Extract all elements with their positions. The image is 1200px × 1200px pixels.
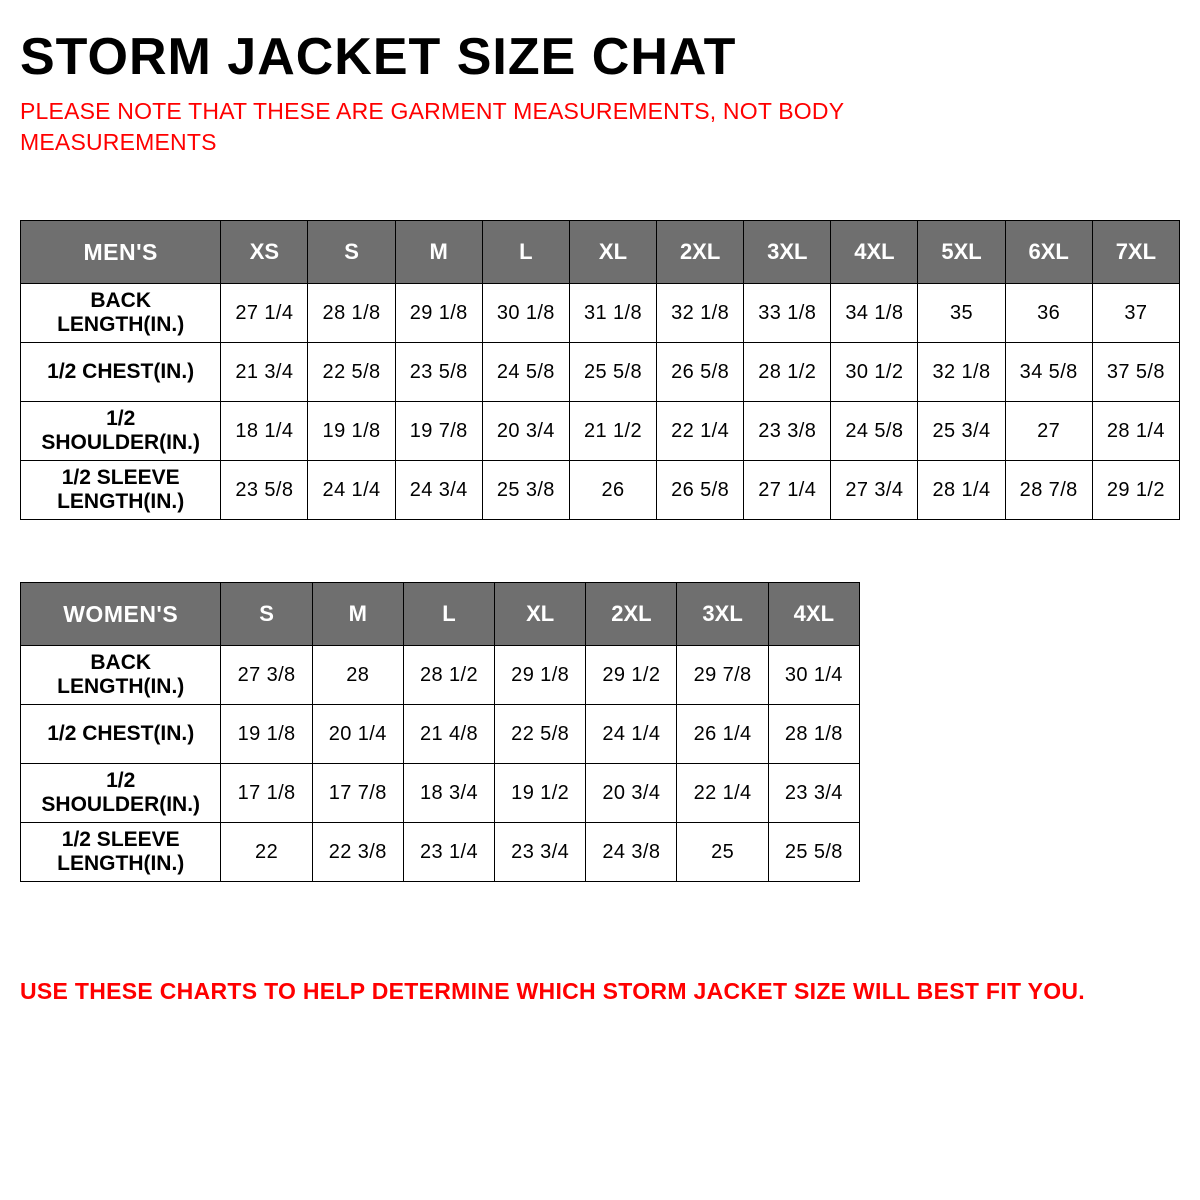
mens-size-header-5xl: 5XL	[918, 221, 1005, 284]
measurement-cell: 25 3/4	[918, 402, 1005, 461]
measurement-cell: 17 1/8	[221, 764, 312, 823]
measurement-cell: 28 1/4	[1092, 402, 1179, 461]
row-label-line1: BACK	[90, 288, 151, 312]
measurement-cell: 28 1/8	[308, 284, 395, 343]
measurement-cell: 24 1/4	[308, 461, 395, 520]
measurement-cell: 18 3/4	[403, 764, 494, 823]
measurement-cell: 31 1/8	[569, 284, 656, 343]
measurement-cell: 26 5/8	[657, 461, 744, 520]
womens-size-header-xl: XL	[495, 583, 586, 646]
measurement-cell: 21 4/8	[403, 705, 494, 764]
measurement-cell: 28 7/8	[1005, 461, 1092, 520]
mens-size-header-2xl: 2XL	[657, 221, 744, 284]
womens-row-label	[21, 764, 221, 823]
row-label-line2: LENGTH(IN.)	[57, 313, 185, 337]
mens-row-label	[21, 461, 221, 520]
mens-size-table	[20, 220, 1180, 520]
womens-table-body	[21, 646, 860, 882]
mens-row-label	[21, 402, 221, 461]
measurement-cell: 19 1/8	[308, 402, 395, 461]
row-label-line1: 1/2 CHEST(IN.)	[47, 721, 195, 745]
measurement-cell: 28 1/2	[403, 646, 494, 705]
measurement-cell: 34 1/8	[831, 284, 918, 343]
table-row	[21, 284, 1180, 343]
measurement-cell: 24 5/8	[482, 343, 569, 402]
mens-corner-label: MEN'S	[21, 221, 221, 284]
measurement-cell: 17 7/8	[312, 764, 403, 823]
measurement-cell: 32 1/8	[657, 284, 744, 343]
row-label-line2: LENGTH(IN.)	[57, 852, 185, 876]
mens-size-header-7xl: 7XL	[1092, 221, 1179, 284]
measurement-cell: 26	[569, 461, 656, 520]
measurement-cell: 35	[918, 284, 1005, 343]
womens-size-header-m: M	[312, 583, 403, 646]
measurement-cell: 25 5/8	[569, 343, 656, 402]
measurement-cell: 34 5/8	[1005, 343, 1092, 402]
measurement-cell: 29 1/8	[395, 284, 482, 343]
measurement-cell: 24 3/8	[586, 823, 677, 882]
measurement-cell: 27 1/4	[221, 284, 308, 343]
measurement-cell: 27 1/4	[744, 461, 831, 520]
measurement-cell: 19 1/8	[221, 705, 312, 764]
measurement-cell: 20 1/4	[312, 705, 403, 764]
measurement-cell: 26 1/4	[677, 705, 768, 764]
row-label-line2: LENGTH(IN.)	[57, 675, 185, 699]
measurement-cell: 18 1/4	[221, 402, 308, 461]
page-title: STORM JACKET SIZE CHAT	[20, 28, 737, 86]
table-row	[21, 646, 860, 705]
womens-size-header-4xl: 4XL	[768, 583, 859, 646]
womens-size-header-3xl: 3XL	[677, 583, 768, 646]
row-label-line1: 1/2 CHEST(IN.)	[47, 359, 195, 383]
measurement-cell: 27 3/8	[221, 646, 312, 705]
measurement-cell: 24 3/4	[395, 461, 482, 520]
measurement-note: PLEASE NOTE THAT THESE ARE GARMENT MEASUREMENTS, NOT BODY MEASUREMENTS	[20, 98, 844, 156]
measurement-cell: 21 1/2	[569, 402, 656, 461]
measurement-cell: 28 1/4	[918, 461, 1005, 520]
measurement-cell: 21 3/4	[221, 343, 308, 402]
measurement-cell: 27	[1005, 402, 1092, 461]
measurement-cell: 30 1/8	[482, 284, 569, 343]
measurement-cell: 24 1/4	[586, 705, 677, 764]
measurement-cell: 23 3/4	[495, 823, 586, 882]
measurement-cell: 32 1/8	[918, 343, 1005, 402]
mens-size-header-m: M	[395, 221, 482, 284]
mens-size-header-l: L	[482, 221, 569, 284]
mens-size-header-xl: XL	[569, 221, 656, 284]
measurement-cell: 22 1/4	[657, 402, 744, 461]
row-label-line1: BACK	[90, 650, 152, 674]
measurement-cell: 23 5/8	[221, 461, 308, 520]
womens-table-header-row	[21, 583, 860, 646]
measurement-cell: 22 3/8	[312, 823, 403, 882]
footer-note: USE THESE CHARTS TO HELP DETERMINE WHICH STORM JACKET SIZE WILL BEST FIT YOU.	[20, 978, 1085, 1005]
table-row	[21, 402, 1180, 461]
womens-corner-label: WOMEN'S	[21, 583, 221, 646]
womens-row-label	[21, 823, 221, 882]
measurement-cell: 25 5/8	[768, 823, 859, 882]
mens-table-body	[21, 284, 1180, 520]
measurement-cell: 30 1/2	[831, 343, 918, 402]
measurement-cell: 19 1/2	[495, 764, 586, 823]
mens-size-header-s: S	[308, 221, 395, 284]
row-label-line1: 1/2 SLEEVE	[61, 827, 180, 851]
measurement-cell: 27 3/4	[831, 461, 918, 520]
measurement-cell: 29 1/2	[586, 646, 677, 705]
measurement-cell: 37 5/8	[1092, 343, 1179, 402]
measurement-cell: 29 7/8	[677, 646, 768, 705]
measurement-cell: 29 1/8	[495, 646, 586, 705]
measurement-cell: 23 3/8	[744, 402, 831, 461]
mens-row-label	[21, 284, 221, 343]
measurement-cell: 29 1/2	[1092, 461, 1179, 520]
row-label-line1: 1/2 SHOULDER(IN.)	[41, 768, 201, 817]
measurement-cell: 22 5/8	[495, 705, 586, 764]
measurement-cell: 28 1/2	[744, 343, 831, 402]
measurement-cell: 23 5/8	[395, 343, 482, 402]
measurement-cell: 33 1/8	[744, 284, 831, 343]
measurement-cell: 20 3/4	[586, 764, 677, 823]
mens-row-label	[21, 343, 221, 402]
measurement-cell: 28 1/8	[768, 705, 859, 764]
mens-size-header-xs: XS	[221, 221, 308, 284]
womens-size-header-l: L	[403, 583, 494, 646]
mens-table-header-row	[21, 221, 1180, 284]
womens-size-header-s: S	[221, 583, 312, 646]
mens-size-header-3xl: 3XL	[744, 221, 831, 284]
table-row	[21, 705, 860, 764]
row-label-line1: 1/2 SLEEVE	[61, 465, 180, 489]
measurement-cell: 22 1/4	[677, 764, 768, 823]
row-label-line2: LENGTH(IN.)	[57, 490, 185, 514]
measurement-cell: 26 5/8	[657, 343, 744, 402]
row-label-line1: 1/2 SHOULDER(IN.)	[41, 406, 200, 455]
measurement-cell: 20 3/4	[482, 402, 569, 461]
womens-size-header-2xl: 2XL	[586, 583, 677, 646]
measurement-cell: 28	[312, 646, 403, 705]
measurement-cell: 22 5/8	[308, 343, 395, 402]
measurement-cell: 22	[221, 823, 312, 882]
womens-size-table	[20, 582, 860, 882]
measurement-cell: 36	[1005, 284, 1092, 343]
table-row	[21, 343, 1180, 402]
mens-size-header-6xl: 6XL	[1005, 221, 1092, 284]
measurement-cell: 37	[1092, 284, 1179, 343]
table-row	[21, 461, 1180, 520]
measurement-cell: 25	[677, 823, 768, 882]
measurement-cell: 24 5/8	[831, 402, 918, 461]
womens-row-label	[21, 646, 221, 705]
measurement-cell: 30 1/4	[768, 646, 859, 705]
table-row	[21, 764, 860, 823]
mens-size-header-4xl: 4XL	[831, 221, 918, 284]
measurement-cell: 23 1/4	[403, 823, 494, 882]
measurement-cell: 23 3/4	[768, 764, 859, 823]
womens-row-label	[21, 705, 221, 764]
measurement-cell: 19 7/8	[395, 402, 482, 461]
measurement-cell: 25 3/8	[482, 461, 569, 520]
table-row	[21, 823, 860, 882]
